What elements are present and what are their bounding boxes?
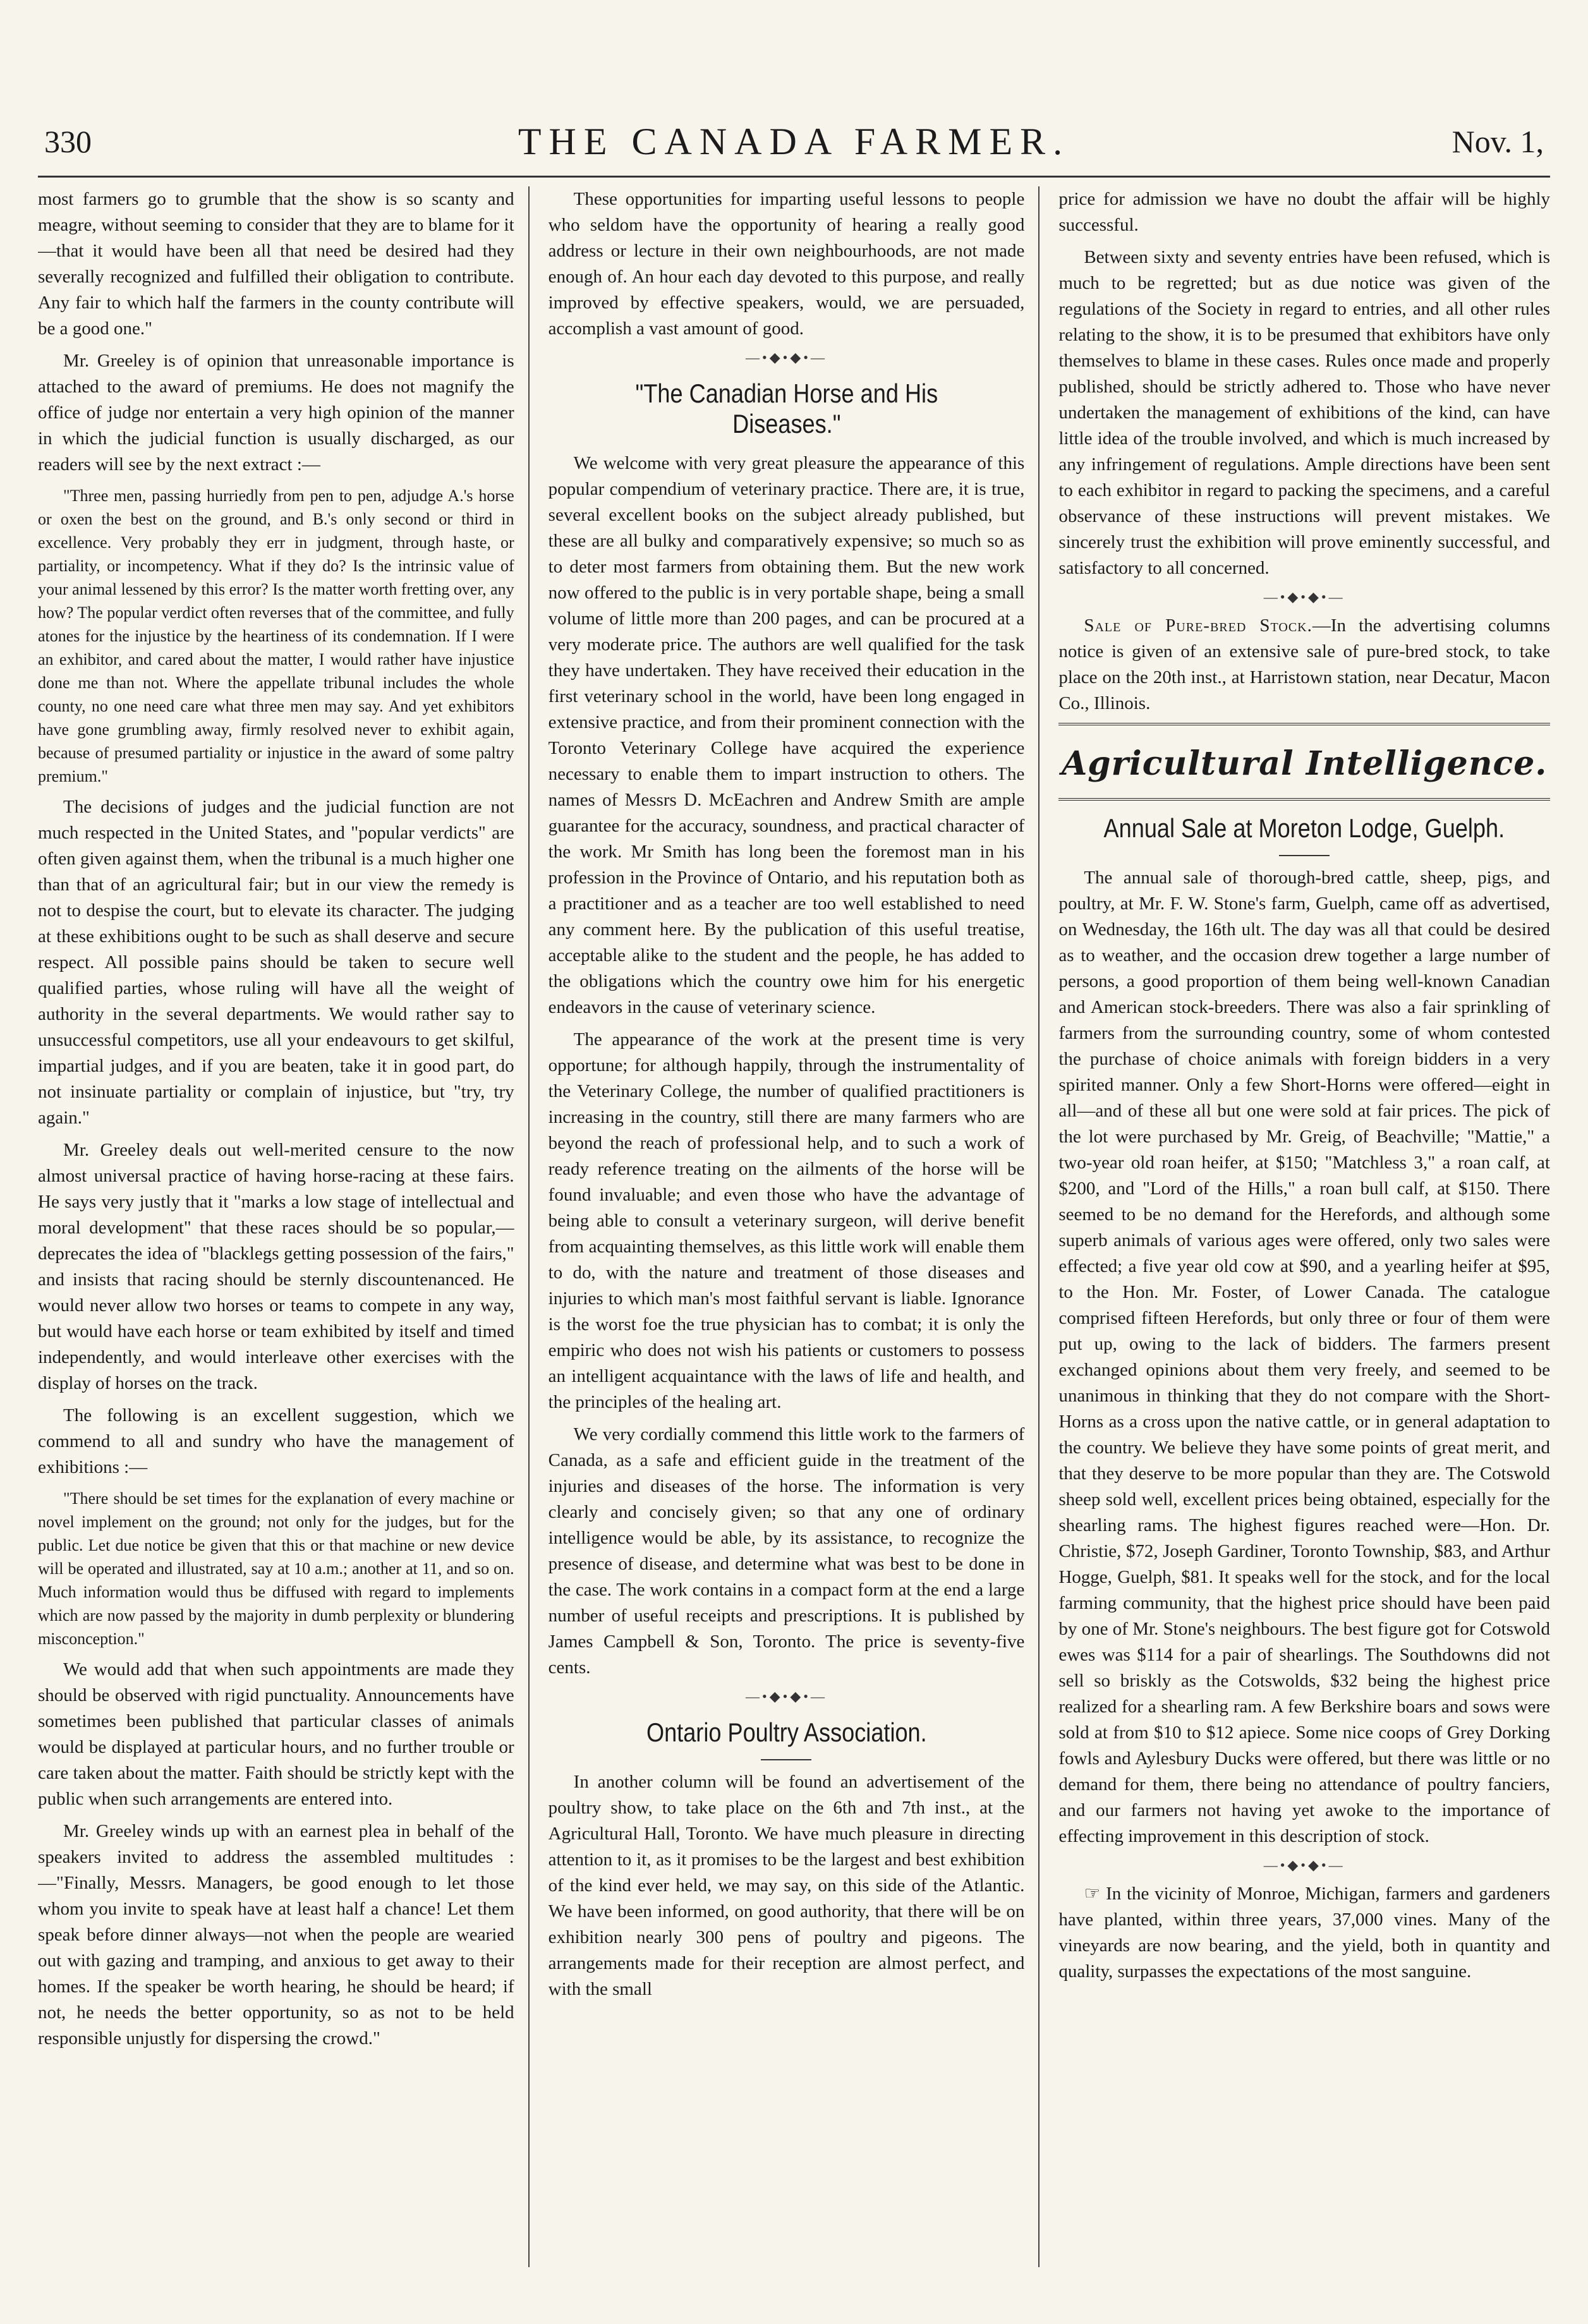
paragraph: The following is an excellent suggestion, which we commend to all and sundry who have the management of exhibitions :— [38, 1405, 514, 1477]
section-divider: —•◆•◆•— [1263, 589, 1345, 605]
paragraph: We welcome with very great pleasure the appearance of this popular compendium of veterinary practice. There are, it is true, several excellent books on the subject already published, but these are all bulky and comparatively expensive; so much so as to deter most farmers from obtaining them. But the new work now offered to the public is in very portable shape, being a small volume of little more than 200 pages, and can be procured at a very moderate price. The authors are well qualified for the task they have undertaken. They have received their education in the first veterinary school in the world, have been long engaged in extensive practice, and from their prominent connection with the Toronto Veterinary College have acquired the experience necessary to enable them to impart instruction to others. The names of Messrs D. McEachren and Andrew Smith are ample guarantee for the accuracy, soundness, and practical character of the work. Mr Smith has long been the foremost man in his profession in the Province of Ontario, and his reputation both as a practitioner and as a teacher are too well established to need any comment here. By the publication of this useful treatise, acceptable alike to the student and the people, he has added to the obligations which the country owe him for his energetic endeavors in the cause of veterinary science. [548, 453, 1025, 1017]
section-rule [1058, 723, 1550, 725]
section-divider: —•◆•◆•— [746, 1688, 827, 1704]
section-title: Agricultural Intelligence. [1061, 744, 1548, 783]
paragraph: Mr. Greeley deals out well-merited censure to the now almost universal practice of having horse-racing at these fairs. He says very justly that it "marks a low stage of intellectual and moral development" that these races should be so popular,—deprecates the idea of "blacklegs getting possession of the fairs," and insists that racing should be sternly discountenanced. He would never allow two horses or teams to compete in any way, but would have each horse or team exhibited by itself and timed independently, and would interleave other exercises with the display of horses on the track. [38, 1140, 514, 1393]
article-heading: "The Canadian Horse and His Diseases." [635, 378, 938, 439]
section-divider: —•◆•◆•— [1263, 1857, 1345, 1873]
heading-rule [1279, 855, 1330, 856]
paragraph: most farmers go to grumble that the show is so scanty and meagre, without seeming to consider that they are to blame for it—that it would have been all that need be desired had they severally recognized and fulfilled their obligation to contribute. Any fair to which half the farmers in the county contribute will be a good one." [38, 189, 514, 339]
sale-lead: Sale of Pure-bred Stock. [1084, 615, 1312, 636]
paragraph: price for admission we have no doubt the affair will be highly successful. [1058, 189, 1550, 235]
column-1 [38, 186, 530, 2267]
paragraph: The decisions of judges and the judicial function are not much respected in the United States, and "popular verdicts" are often given against them, when the tribunal is a much higher one than that of an agricultural fair; but in our view the remedy is not to despise the court, but to elevate its character. The judging at these exhibitions ought to be such as shall deserve and secure respect. All possible pains should be taken to secure well qualified parties, whose ruling will have all the weight of authority in the several departments. We would rather say to unsuccessful competitors, use all your endeavours to get skilful, impartial judges, and if you are beaten, take it in good part, do not insinuate partiality or complain of injustice, but "try, try again." [38, 797, 514, 1128]
article-heading: Annual Sale at Moreton Lodge, Guelph. [1103, 813, 1505, 843]
paragraph: We very cordially commend this little work to the farmers of Canada, as a safe and efficient guide in the treatment of the injuries and diseases of the horse. The information is very clearly and concisely given; so that any one of ordinary intelligence would be able, by its assistance, to recognize the presence of disease, and determine what was best to be done in the case. The work contains in a compact form at the end a large number of useful receipts and prescriptions. It is published by James Campbell & Son, Toronto. The price is seventy-five cents. [548, 1424, 1025, 1678]
header-rule [38, 176, 1550, 178]
paragraph: Mr. Greeley winds up with an earnest plea in behalf of the speakers invited to address the assembled multitudes :—"Finally, Messrs. Managers, be good enough to let those whom you invite to speak have at least half a chance! Let them speak before dinner always—not when the people are wearied out with gazing and tramping, and anxious to get away to their homes. If the speaker be worth hearing, he should be heard; if not, he needs the better opportunity, so as not to be held responsible unjustly for dispersing the crowd." [38, 1821, 514, 2049]
page-number: 330 [44, 124, 92, 159]
sale-text: —In the advertising columns notice is given of an extensive sale of pure-bred stock, to take place on the 20th inst., at Harristown station, near Decatur, Macon Co., Illinois. [1058, 615, 1550, 713]
issue-date: Nov. 1, [1452, 124, 1544, 159]
masthead-title: THE CANADA FARMER. [518, 121, 1070, 162]
paragraph: In another column will be found an advertisement of the poultry show, to take place on the 6th and 7th inst., at the Agricultural Hall, Toronto. We have much pleasure in directing attention to it, as it promises to be the largest and best exhibition of the kind ever held, we may say, on this side of the Atlantic. We have been informed, on good authority, that there will be on exhibition nearly 300 pens of poultry and pigeons. The arrangements made for their reception are almost perfect, and with the small [548, 1772, 1025, 1999]
paragraph: These opportunities for imparting useful lessons to people who seldom have the opportunity of hearing a really good address or lecture in their own neighbourhoods, are not made enough of. An hour each day devoted to this purpose, and really improved by effective speakers, would, we are persuaded, accomplish a vast amount of good. [548, 189, 1025, 339]
section-divider: —•◆•◆•— [746, 349, 827, 365]
paragraph: We would add that when such appointments are made they should be observed with rigid punctuality. Announcements have sometimes been published that particular classes of animals would be displayed at particular hours, and no further trouble or care taken about the matter. Faith should be strictly kept with the public when such arrangements are entered into. [38, 1659, 514, 1809]
paragraph: ☞ In the vicinity of Monroe, Michigan, farmers and gardeners have planted, within three years, 37,000 vines. Many of the vineyards are now bearing, and the yield, both in quantity and quality, surpasses the expectations of the most sanguine. [1058, 1884, 1550, 1982]
column-2 [549, 186, 1040, 2267]
paragraph: The appearance of the work at the present time is very opportune; for although happily, through the instrumentality of the Veterinary College, the number of qualified practitioners is increasing in the country, still there are many farmers who are beyond the reach of professional help, and to such a work of ready reference treating on the ailments of the horse will be found invaluable; and even those who have the advantage of being able to consult a veterinary surgeon, will derive benefit from acquainting themselves, as this little work will enable them to do, with the nature and treatment of those diseases and injuries to which man's most faithful servant is liable. Ignorance is the worst foe the true physician has to combat; it is only the empiric who does not wish his patients or customers to possess an intelligent acquaintance with the laws of life and health, and the principles of the healing art. [548, 1029, 1025, 1412]
page-header [38, 117, 1550, 171]
column-3 [1058, 186, 1550, 2267]
section-rule [1058, 798, 1550, 801]
paragraph: Between sixty and seventy entries have been refused, which is much to be regretted; but as due notice was given of the regulations of the Society in regard to entries, and all other rules relating to the show, it is to be presumed that exhibitors have only themselves to blame in these cases. Rules once made and properly published, should be strictly adhered to. Those who have never undertaken the management of exhibitions of the kind, can have little idea of the trouble involved, and which is much increased by any infringement of regulations. Ample directions have been sent to each exhibitor in regard to packing the specimens, and a careful observance of these instructions will prevent mistakes. We sincerely trust the exhibition will prove eminently successful, and satisfactory to all concerned. [1058, 247, 1550, 578]
quote: "Three men, passing hurriedly from pen to pen, adjudge A.'s horse or oxen the best on the ground, and B.'s only second or third in excellence. Very probably they err in judgment, through haste, or partiality, or incompetency. What if they do? Is the intrinsic value of your animal lessened by this error? Is the matter worth fretting over, any how? The popular verdict often reverses that of the committee, and fully atones for the injustice by the heartiness of its condemnation. If I were an exhibitor, and cared about the matter, I would rather have injustice done me than not. Where the appellate tribunal includes the whole county, no one need care what three men may say. And yet exhibitors have gone grumbling away, firmly resolved never to exhibit again, because of presumed partiality or injustice in the award of some paltry premium." [38, 487, 514, 785]
article-heading: Ontario Poultry Association. [646, 1717, 927, 1747]
paragraph: The annual sale of thorough-bred cattle, sheep, pigs, and poultry, at Mr. F. W. Stone's farm, Guelph, came off as advertised, on Wednesday, the 16th ult. The day was all that could be desired as to weather, and the occasion drew together a large number of persons, a good proportion of them being well-known Canadian and American stock-breeders. There was also a fair sprinkling of farmers from the surrounding country, some of whom contested the purchase of choice animals with foreign bidders in a very spirited manner. Only a few Short-Horns were offered—eight in all—and of these all but one were sold at fair prices. The pick of the lot were purchased by Mr. Greig, of Beachville; "Mattie," a two-year old roan heifer, at $150; "Matchless 3," a roan calf, at $200, and "Lord of the Hills," a roan bull calf, at $150. There seemed to be no demand for the Herefords, and although some superb animals of various ages were offered, only two sales were effected; a five year old cow at $90, and a yearling heifer at $95, to the Hon. Mr. Foster, of Lower Canada. The catalogue comprised fifteen Herefords, but only three or four of them were put up, owing to the lack of bidders. The farmers present exchanged opinions about them very freely, and seemed to be unanimous in thinking that they do not compare with the Short-Horns as a cross upon the native cattle, or in general adaptation to the country. We believe they have some points of great merit, and that they deserve to be more popular than they are. The Cotswold sheep sold well, excellent prices being obtained, especially for the shearling rams. The highest figures reached were—Hon. Dr. Christie, $72, Joseph Gardiner, Toronto Township, $83, and Arthur Hogge, Guelph, $81. It speaks well for the stock, and for the local farming community, that the highest price should have been paid by one of Mr. Stone's neighbours. The best figure got for Cotswold ewes was $114 for a pair of shearlings. The Southdowns did not sell so briskly as the Cotswolds, $32 being the highest price realized for a shearling ram. A few Berkshire boars and sows were sold at from $10 to $12 apiece. Some nice coops of Grey Dorking fowls and Aylesbury Ducks were offered, but there was little or no demand for them, there being no attendance of poultry fanciers, and our farmers not having yet awoke to the importance of effecting improvement in this description of stock. [1058, 868, 1550, 1846]
columns [38, 186, 1550, 2267]
heading-rule [761, 1759, 811, 1760]
paragraph [1058, 613, 1550, 717]
quote: "There should be set times for the explanation of every machine or novel implement on the ground; not only for the judges, but for the public. Let due notice be given that this or that machine or new device will be operated and illustrated, say at 10 a.m.; another at 11, and so on. Much information would thus be diffused with regard to implements which are now passed by the majority in dumb perplexity or blundering misconception." [38, 1489, 514, 1648]
paragraph: Mr. Greeley is of opinion that unreasonable importance is attached to the award of premiums. He does not magnify the office of judge nor entertain a very high opinion of the manner in which the judicial function is usually discharged, as our readers will see by the next extract :— [38, 351, 514, 475]
